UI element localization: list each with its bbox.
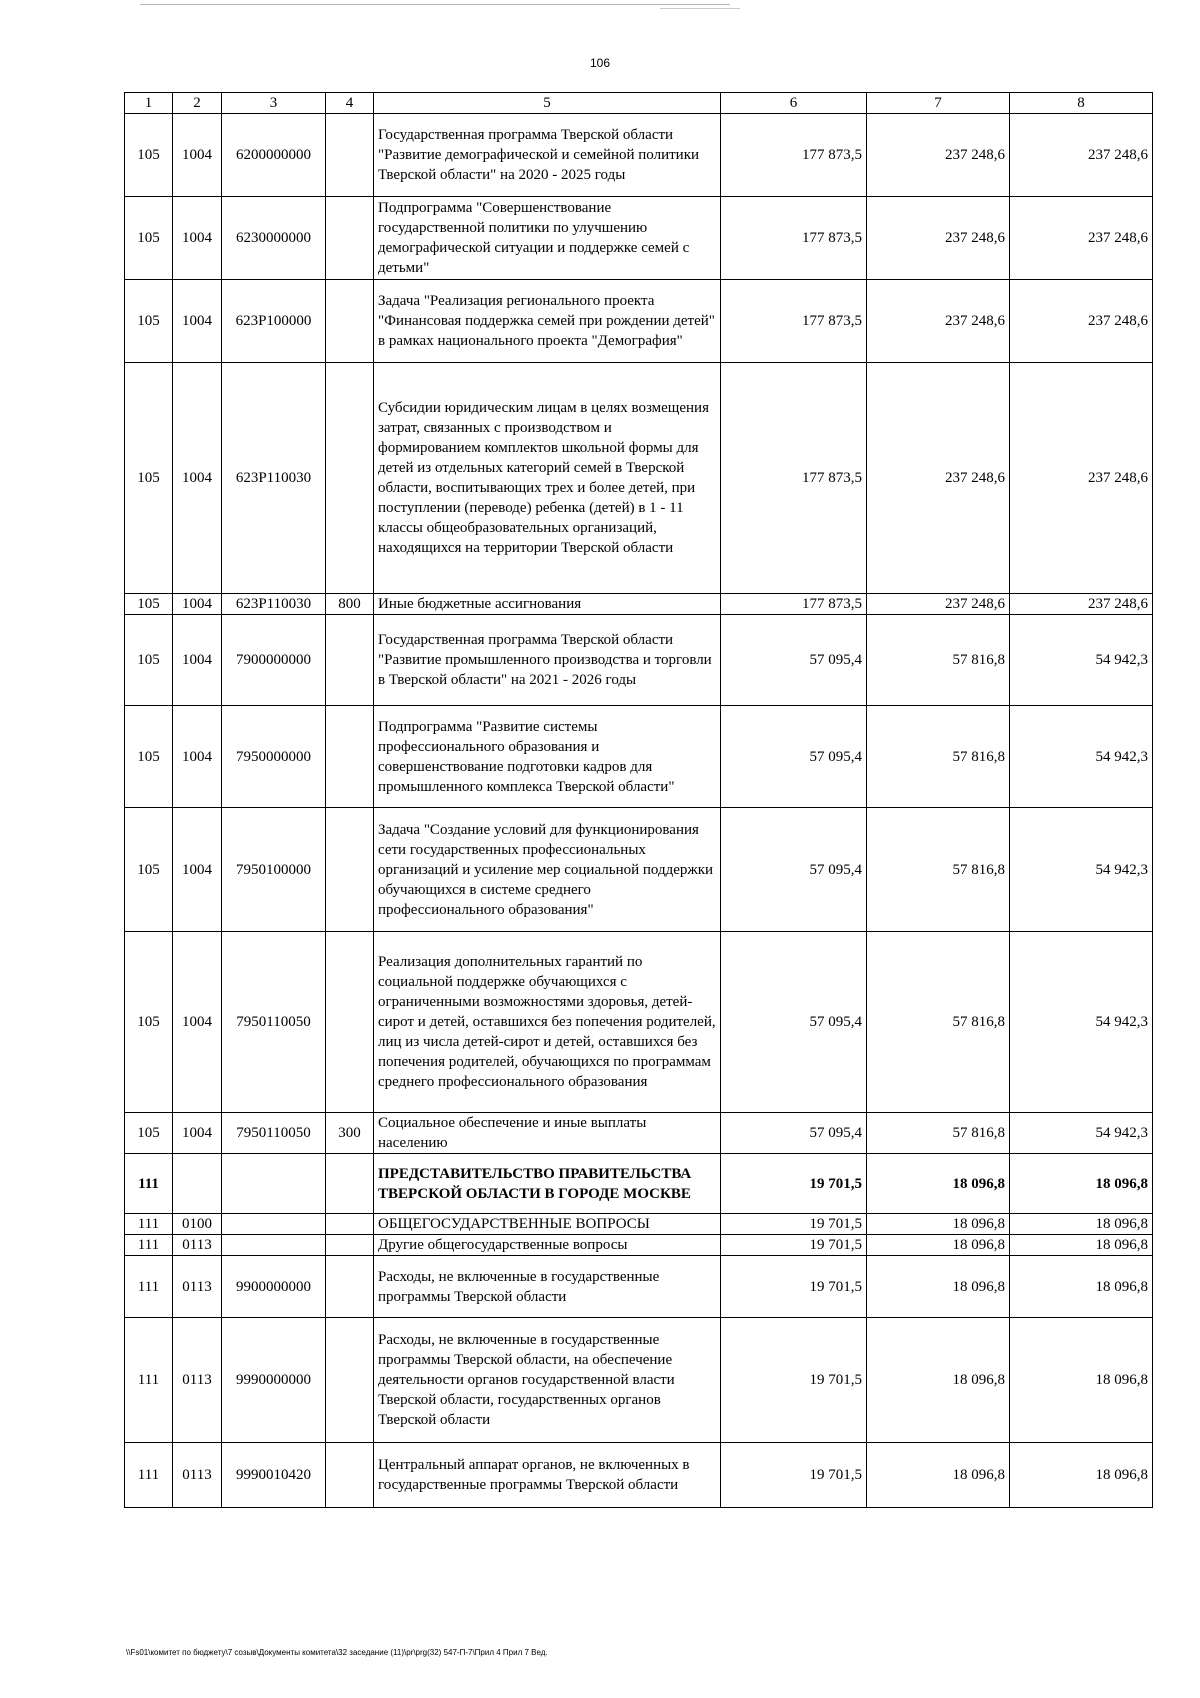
table-row bbox=[125, 114, 1153, 197]
amount-col7: 18 096,8 bbox=[867, 1318, 1010, 1443]
subsection-code: 0100 bbox=[173, 1214, 222, 1235]
amount-col6: 57 095,4 bbox=[721, 808, 867, 932]
amount-col6: 177 873,5 bbox=[721, 363, 867, 594]
expense-type-code bbox=[326, 1214, 374, 1235]
column-header: 3 bbox=[222, 93, 326, 114]
item-name: Подпрограмма "Развитие системы профессионального образования и совершенствование подготовки кадров для промышленного комплекса Тверской области" bbox=[374, 706, 721, 808]
amount-col6: 19 701,5 bbox=[721, 1235, 867, 1256]
item-name: Подпрограмма "Совершенствование государственной политики по улучшению демографической ситуации и поддержке семей с детьми" bbox=[374, 197, 721, 280]
amount-col7: 18 096,8 bbox=[867, 1256, 1010, 1318]
amount-col6: 177 873,5 bbox=[721, 594, 867, 615]
target-article-code: 6200000000 bbox=[222, 114, 326, 197]
table-row bbox=[125, 1318, 1153, 1443]
subsection-code: 1004 bbox=[173, 808, 222, 932]
target-article-code: 9990010420 bbox=[222, 1443, 326, 1508]
amount-col7: 237 248,6 bbox=[867, 363, 1010, 594]
table-row bbox=[125, 1443, 1153, 1508]
amount-col6: 57 095,4 bbox=[721, 615, 867, 706]
section-code: 111 bbox=[125, 1443, 173, 1508]
amount-col8: 237 248,6 bbox=[1010, 280, 1153, 363]
amount-col7: 237 248,6 bbox=[867, 197, 1010, 280]
item-name: Социальное обеспечение и иные выплаты населению bbox=[374, 1113, 721, 1154]
target-article-code bbox=[222, 1214, 326, 1235]
expense-type-code bbox=[326, 1256, 374, 1318]
expense-type-code bbox=[326, 932, 374, 1113]
target-article-code: 7950110050 bbox=[222, 932, 326, 1113]
section-code: 105 bbox=[125, 197, 173, 280]
amount-col6: 19 701,5 bbox=[721, 1256, 867, 1318]
subsection-code: 0113 bbox=[173, 1235, 222, 1256]
item-name: Центральный аппарат органов, не включенных в государственные программы Тверской области bbox=[374, 1443, 721, 1508]
section-code: 105 bbox=[125, 114, 173, 197]
expense-type-code bbox=[326, 280, 374, 363]
amount-col6: 177 873,5 bbox=[721, 114, 867, 197]
expense-type-code bbox=[326, 197, 374, 280]
column-header: 1 bbox=[125, 93, 173, 114]
item-name: Другие общегосударственные вопросы bbox=[374, 1235, 721, 1256]
table-row bbox=[125, 1113, 1153, 1154]
subsection-code: 0113 bbox=[173, 1318, 222, 1443]
expense-type-code bbox=[326, 808, 374, 932]
amount-col7: 57 816,8 bbox=[867, 615, 1010, 706]
item-name: ОБЩЕГОСУДАРСТВЕННЫЕ ВОПРОСЫ bbox=[374, 1214, 721, 1235]
page-number: 106 bbox=[589, 56, 611, 70]
target-article-code: 623P110030 bbox=[222, 594, 326, 615]
amount-col8: 237 248,6 bbox=[1010, 114, 1153, 197]
column-header: 6 bbox=[721, 93, 867, 114]
amount-col8: 54 942,3 bbox=[1010, 932, 1153, 1113]
target-article-code bbox=[222, 1235, 326, 1256]
amount-col7: 18 096,8 bbox=[867, 1214, 1010, 1235]
section-code: 111 bbox=[125, 1318, 173, 1443]
section-code: 111 bbox=[125, 1154, 173, 1214]
expense-type-code: 300 bbox=[326, 1113, 374, 1154]
item-name: Субсидии юридическим лицам в целях возмещения затрат, связанных с производством и формированием комплектов школьной формы для детей из отдельных категорий семей в Тверской области, воспитывающих трех и более детей, при поступлении (переводе) ребенка (детей) в 1 - 11 классы общеобразовательных организаций, находящихся на территории Тверской области bbox=[374, 363, 721, 594]
amount-col8: 54 942,3 bbox=[1010, 808, 1153, 932]
expense-type-code bbox=[326, 1154, 374, 1214]
amount-col7: 237 248,6 bbox=[867, 114, 1010, 197]
table-row bbox=[125, 363, 1153, 594]
item-name: Государственная программа Тверской области "Развитие промышленного производства и торговли в Тверской области" на 2021 - 2026 годы bbox=[374, 615, 721, 706]
amount-col6: 177 873,5 bbox=[721, 197, 867, 280]
amount-col8: 237 248,6 bbox=[1010, 363, 1153, 594]
amount-col8: 18 096,8 bbox=[1010, 1154, 1153, 1214]
target-article-code bbox=[222, 1154, 326, 1214]
expense-type-code bbox=[326, 1443, 374, 1508]
target-article-code: 623P110030 bbox=[222, 363, 326, 594]
scan-edge-line bbox=[140, 4, 730, 5]
subsection-code: 1004 bbox=[173, 932, 222, 1113]
expense-type-code bbox=[326, 706, 374, 808]
section-code: 105 bbox=[125, 808, 173, 932]
table-row bbox=[125, 1235, 1153, 1256]
table-row bbox=[125, 808, 1153, 932]
subsection-code: 1004 bbox=[173, 1113, 222, 1154]
item-name: Реализация дополнительных гарантий по социальной поддержке обучающихся с ограниченными возможностями здоровья, детей-сирот и детей, оставшихся без попечения родителей, лиц из числа детей-сирот и детей, оставшихся без попечения родителей, обучающихся по программам среднего профессионального образования bbox=[374, 932, 721, 1113]
expense-type-code bbox=[326, 615, 374, 706]
table-row bbox=[125, 932, 1153, 1113]
table-row bbox=[125, 1256, 1153, 1318]
target-article-code: 7950000000 bbox=[222, 706, 326, 808]
target-article-code: 7950110050 bbox=[222, 1113, 326, 1154]
table-row bbox=[125, 594, 1153, 615]
amount-col8: 18 096,8 bbox=[1010, 1235, 1153, 1256]
subsection-code: 1004 bbox=[173, 594, 222, 615]
amount-col7: 57 816,8 bbox=[867, 1113, 1010, 1154]
subsection-code: 1004 bbox=[173, 615, 222, 706]
item-name: Иные бюджетные ассигнования bbox=[374, 594, 721, 615]
amount-col8: 54 942,3 bbox=[1010, 706, 1153, 808]
target-article-code: 623P100000 bbox=[222, 280, 326, 363]
footer-file-path: \\Fs01\комитет по бюджету\7 созыв\Документы комитета\32 заседание (11)\pr\prg(32) 547-П-7\Прил 4 Прил 7 Вед. bbox=[126, 1648, 548, 1657]
expense-type-code bbox=[326, 363, 374, 594]
amount-col7: 18 096,8 bbox=[867, 1443, 1010, 1508]
subsection-code: 1004 bbox=[173, 706, 222, 808]
scan-edge-line bbox=[660, 8, 740, 9]
section-code: 105 bbox=[125, 706, 173, 808]
table-row bbox=[125, 706, 1153, 808]
item-name: Государственная программа Тверской области "Развитие демографической и семейной политики Тверской области" на 2020 - 2025 годы bbox=[374, 114, 721, 197]
budget-table bbox=[124, 92, 1153, 1508]
item-name: ПРЕДСТАВИТЕЛЬСТВО ПРАВИТЕЛЬСТВА ТВЕРСКОЙ ОБЛАСТИ В ГОРОДЕ МОСКВЕ bbox=[374, 1154, 721, 1214]
amount-col8: 54 942,3 bbox=[1010, 1113, 1153, 1154]
subsection-code: 1004 bbox=[173, 280, 222, 363]
amount-col8: 18 096,8 bbox=[1010, 1214, 1153, 1235]
amount-col8: 18 096,8 bbox=[1010, 1443, 1153, 1508]
amount-col6: 19 701,5 bbox=[721, 1214, 867, 1235]
amount-col6: 177 873,5 bbox=[721, 280, 867, 363]
amount-col8: 54 942,3 bbox=[1010, 615, 1153, 706]
amount-col7: 18 096,8 bbox=[867, 1154, 1010, 1214]
table-row bbox=[125, 1214, 1153, 1235]
amount-col8: 18 096,8 bbox=[1010, 1256, 1153, 1318]
expense-type-code bbox=[326, 1235, 374, 1256]
item-name: Расходы, не включенные в государственные программы Тверской области bbox=[374, 1256, 721, 1318]
subsection-code: 1004 bbox=[173, 197, 222, 280]
target-article-code: 6230000000 bbox=[222, 197, 326, 280]
amount-col6: 19 701,5 bbox=[721, 1154, 867, 1214]
column-header: 2 bbox=[173, 93, 222, 114]
target-article-code: 7900000000 bbox=[222, 615, 326, 706]
column-header: 7 bbox=[867, 93, 1010, 114]
amount-col7: 18 096,8 bbox=[867, 1235, 1010, 1256]
section-code: 105 bbox=[125, 932, 173, 1113]
amount-col8: 237 248,6 bbox=[1010, 197, 1153, 280]
subsection-code: 0113 bbox=[173, 1256, 222, 1318]
section-code: 105 bbox=[125, 363, 173, 594]
target-article-code: 9900000000 bbox=[222, 1256, 326, 1318]
amount-col7: 57 816,8 bbox=[867, 808, 1010, 932]
amount-col7: 237 248,6 bbox=[867, 280, 1010, 363]
amount-col8: 237 248,6 bbox=[1010, 594, 1153, 615]
subsection-code: 1004 bbox=[173, 114, 222, 197]
column-header: 5 bbox=[374, 93, 721, 114]
amount-col6: 19 701,5 bbox=[721, 1443, 867, 1508]
column-header-row bbox=[125, 93, 1153, 114]
expense-type-code bbox=[326, 114, 374, 197]
amount-col8: 18 096,8 bbox=[1010, 1318, 1153, 1443]
section-code: 111 bbox=[125, 1235, 173, 1256]
amount-col7: 237 248,6 bbox=[867, 594, 1010, 615]
target-article-code: 7950100000 bbox=[222, 808, 326, 932]
column-header: 8 bbox=[1010, 93, 1153, 114]
section-code: 105 bbox=[125, 615, 173, 706]
subsection-code: 0113 bbox=[173, 1443, 222, 1508]
item-name: Расходы, не включенные в государственные программы Тверской области, на обеспечение деятельности органов государственной власти Тверской области, государственных органов Тверской области bbox=[374, 1318, 721, 1443]
amount-col6: 57 095,4 bbox=[721, 1113, 867, 1154]
subsection-code bbox=[173, 1154, 222, 1214]
column-header: 4 bbox=[326, 93, 374, 114]
amount-col7: 57 816,8 bbox=[867, 932, 1010, 1113]
item-name: Задача "Создание условий для функционирования сети государственных профессиональных организаций и усиление мер социальной поддержки обучающихся в системе среднего профессионального образования" bbox=[374, 808, 721, 932]
amount-col6: 19 701,5 bbox=[721, 1318, 867, 1443]
table-row bbox=[125, 615, 1153, 706]
amount-col7: 57 816,8 bbox=[867, 706, 1010, 808]
table-row bbox=[125, 1154, 1153, 1214]
item-name: Задача "Реализация регионального проекта "Финансовая поддержка семей при рождении детей" в рамках национального проекта "Демография" bbox=[374, 280, 721, 363]
section-code: 105 bbox=[125, 280, 173, 363]
section-code: 105 bbox=[125, 1113, 173, 1154]
subsection-code: 1004 bbox=[173, 363, 222, 594]
target-article-code: 9990000000 bbox=[222, 1318, 326, 1443]
section-code: 105 bbox=[125, 594, 173, 615]
amount-col6: 57 095,4 bbox=[721, 932, 867, 1113]
section-code: 111 bbox=[125, 1256, 173, 1318]
expense-type-code: 800 bbox=[326, 594, 374, 615]
section-code: 111 bbox=[125, 1214, 173, 1235]
expense-type-code bbox=[326, 1318, 374, 1443]
table-row bbox=[125, 197, 1153, 280]
table-row bbox=[125, 280, 1153, 363]
amount-col6: 57 095,4 bbox=[721, 706, 867, 808]
